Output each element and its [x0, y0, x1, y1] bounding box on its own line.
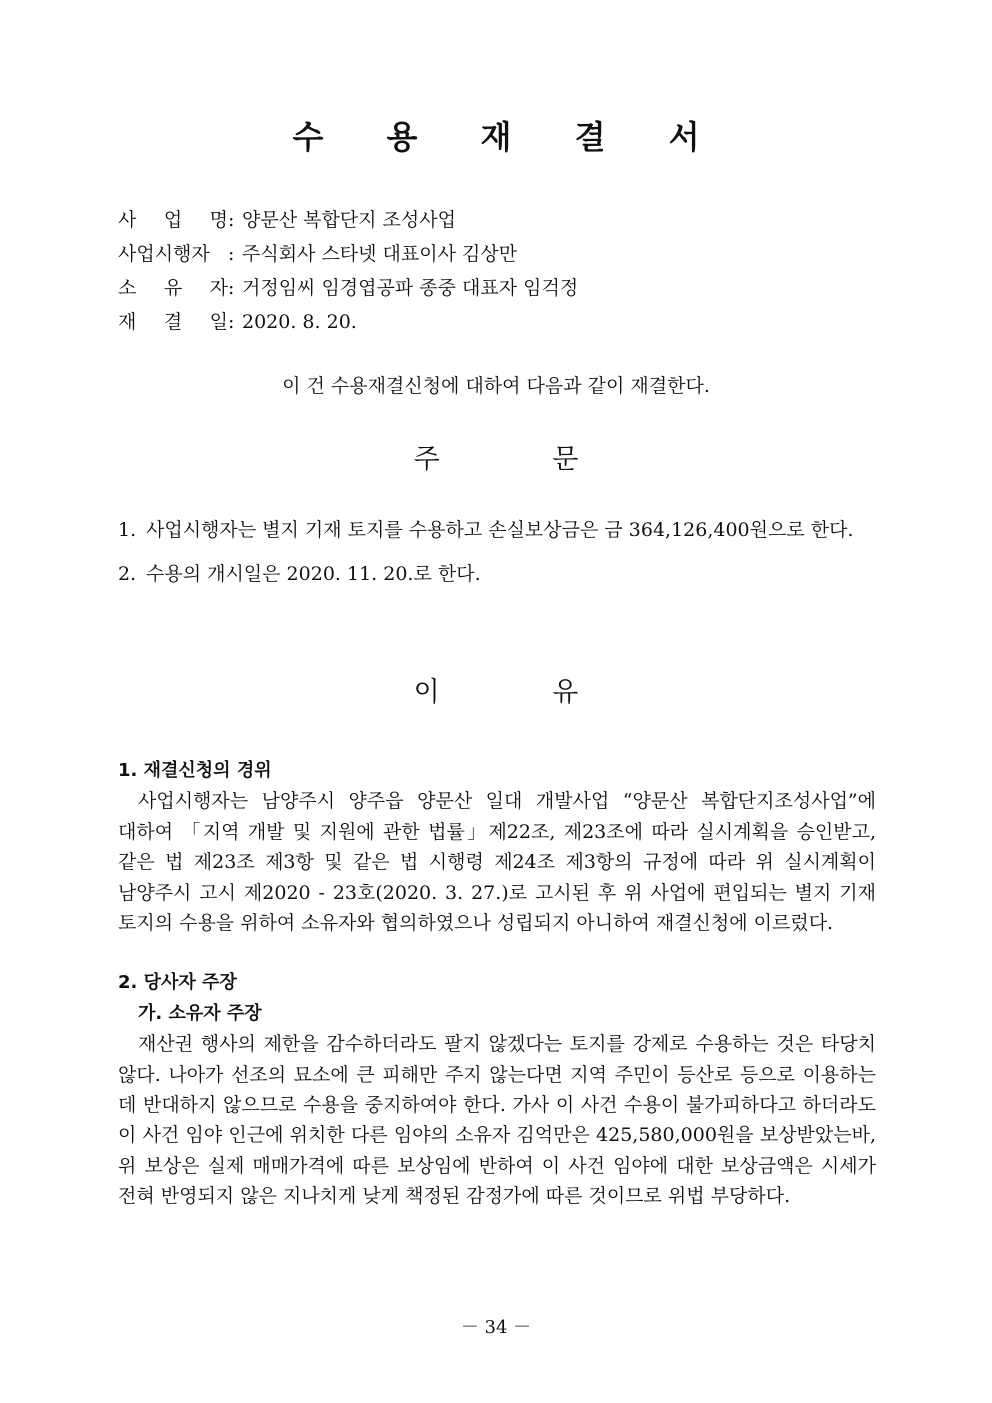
meta-label-char: 재 [118, 311, 137, 333]
meta-label [118, 237, 228, 271]
order-text: 수용의 개시일은 2020. 11. 20.로 한다. [146, 563, 481, 585]
order-heading: 주 문 [413, 444, 631, 475]
section-title: 2. 당사자 주장 [118, 972, 237, 994]
meta-value: 양문산 복합단지 조성사업 [242, 209, 456, 231]
reason-heading: 이 유 [413, 677, 631, 708]
meta-value: 2020. 8. 20. [242, 311, 357, 333]
order-list [118, 514, 878, 590]
meta-label-char: 명 [209, 209, 228, 231]
meta-value: 거정임씨 임경엽공파 종중 대표자 임걱정 [242, 277, 579, 299]
page-number: － 34 － [460, 1317, 532, 1338]
meta-row-operator [118, 237, 878, 271]
meta-row-date [118, 305, 878, 339]
section-paragraph: 재산권 행사의 제한을 감수하더라도 팔지 않겠다는 토지를 강제로 수용하는 것은 타당치 않다. 나아가 선조의 묘소에 큰 피해만 주지 않는다면 지역 주민이 등산로 등으로 이용하는 데 반대하지 않으므로 수용을 중지하여야 한다. 가사 이 사건 수용이 불가피하다고 하더라도 이 사건 임야 인근에 위치한 다른 임야의 소유자 김억만은 425,580,000원을 보상받았는바, 위 보상은 실제 매매가격에 따른 보상임에 반하여 이 사건 임야에 대한 보상금액은 시세가 전혀 반영되지 않은 지나치게 낮게 책정된 감정가에 따른 것이므로 위법 부당하다. [118, 1033, 876, 1208]
meta-label-char: 자 [209, 277, 228, 299]
meta-label-char: 사업시행자 [118, 243, 210, 265]
order-number: 2. [118, 563, 137, 585]
reason-body [118, 756, 876, 1212]
meta-label-char: 유 [163, 277, 183, 299]
meta-label-char: 사 [118, 209, 137, 231]
meta-label [118, 305, 228, 339]
meta-label [118, 271, 228, 305]
order-item [118, 514, 878, 546]
meta-colon: : [228, 311, 235, 333]
section-title: 1. 재결신청의 경위 [118, 760, 272, 781]
order-text: 사업시행자는 별지 기재 토지를 수용하고 손실보상금은 금 364,126,400원으로 한다. [146, 519, 854, 541]
section-gap [118, 938, 876, 968]
section-paragraph: 사업시행자는 남양주시 양주읍 양문산 일대 개발사업 “양문산 복합단지조성사업”에 대하여 「지역 개발 및 지원에 관한 법률」제22조, 제23조에 따라 실시계획을 승인받고, 같은 법 제23조 제3항 및 같은 법 시행령 제24조 제3항의 규정에 따라 위 실시계획이 남양주시 고시 제2020 - 23호(2020. 3. 27.)로 고시된 후 위 사업에 편입되는 별지 기재 토지의 수용을 위하여 소유자와 협의하였으나 성립되지 아니하여 재결신청에 이르렀다. [118, 790, 876, 935]
meta-row-owner [118, 271, 878, 305]
meta-label-char: 결 [163, 311, 183, 333]
meta-row-project [118, 203, 878, 237]
order-item [118, 558, 878, 590]
meta-value: 주식회사 스타넷 대표이사 김상만 [242, 243, 518, 265]
order-number: 1. [118, 519, 137, 541]
document-title: 수 용 재 결 서 [292, 118, 726, 156]
subsection-title: 가. 소유자 주장 [138, 1002, 262, 1024]
meta-colon: : [228, 277, 235, 299]
meta-label-char: 업 [163, 209, 183, 231]
intro-sentence: 이 건 수용재결신청에 대하여 다음과 같이 재결한다. [282, 375, 710, 397]
meta-colon: : [228, 243, 235, 265]
meta-colon: : [228, 209, 235, 231]
meta-label-char: 일 [209, 311, 228, 333]
case-meta [118, 203, 878, 339]
meta-label-char: 소 [118, 277, 137, 299]
meta-label [118, 203, 228, 237]
